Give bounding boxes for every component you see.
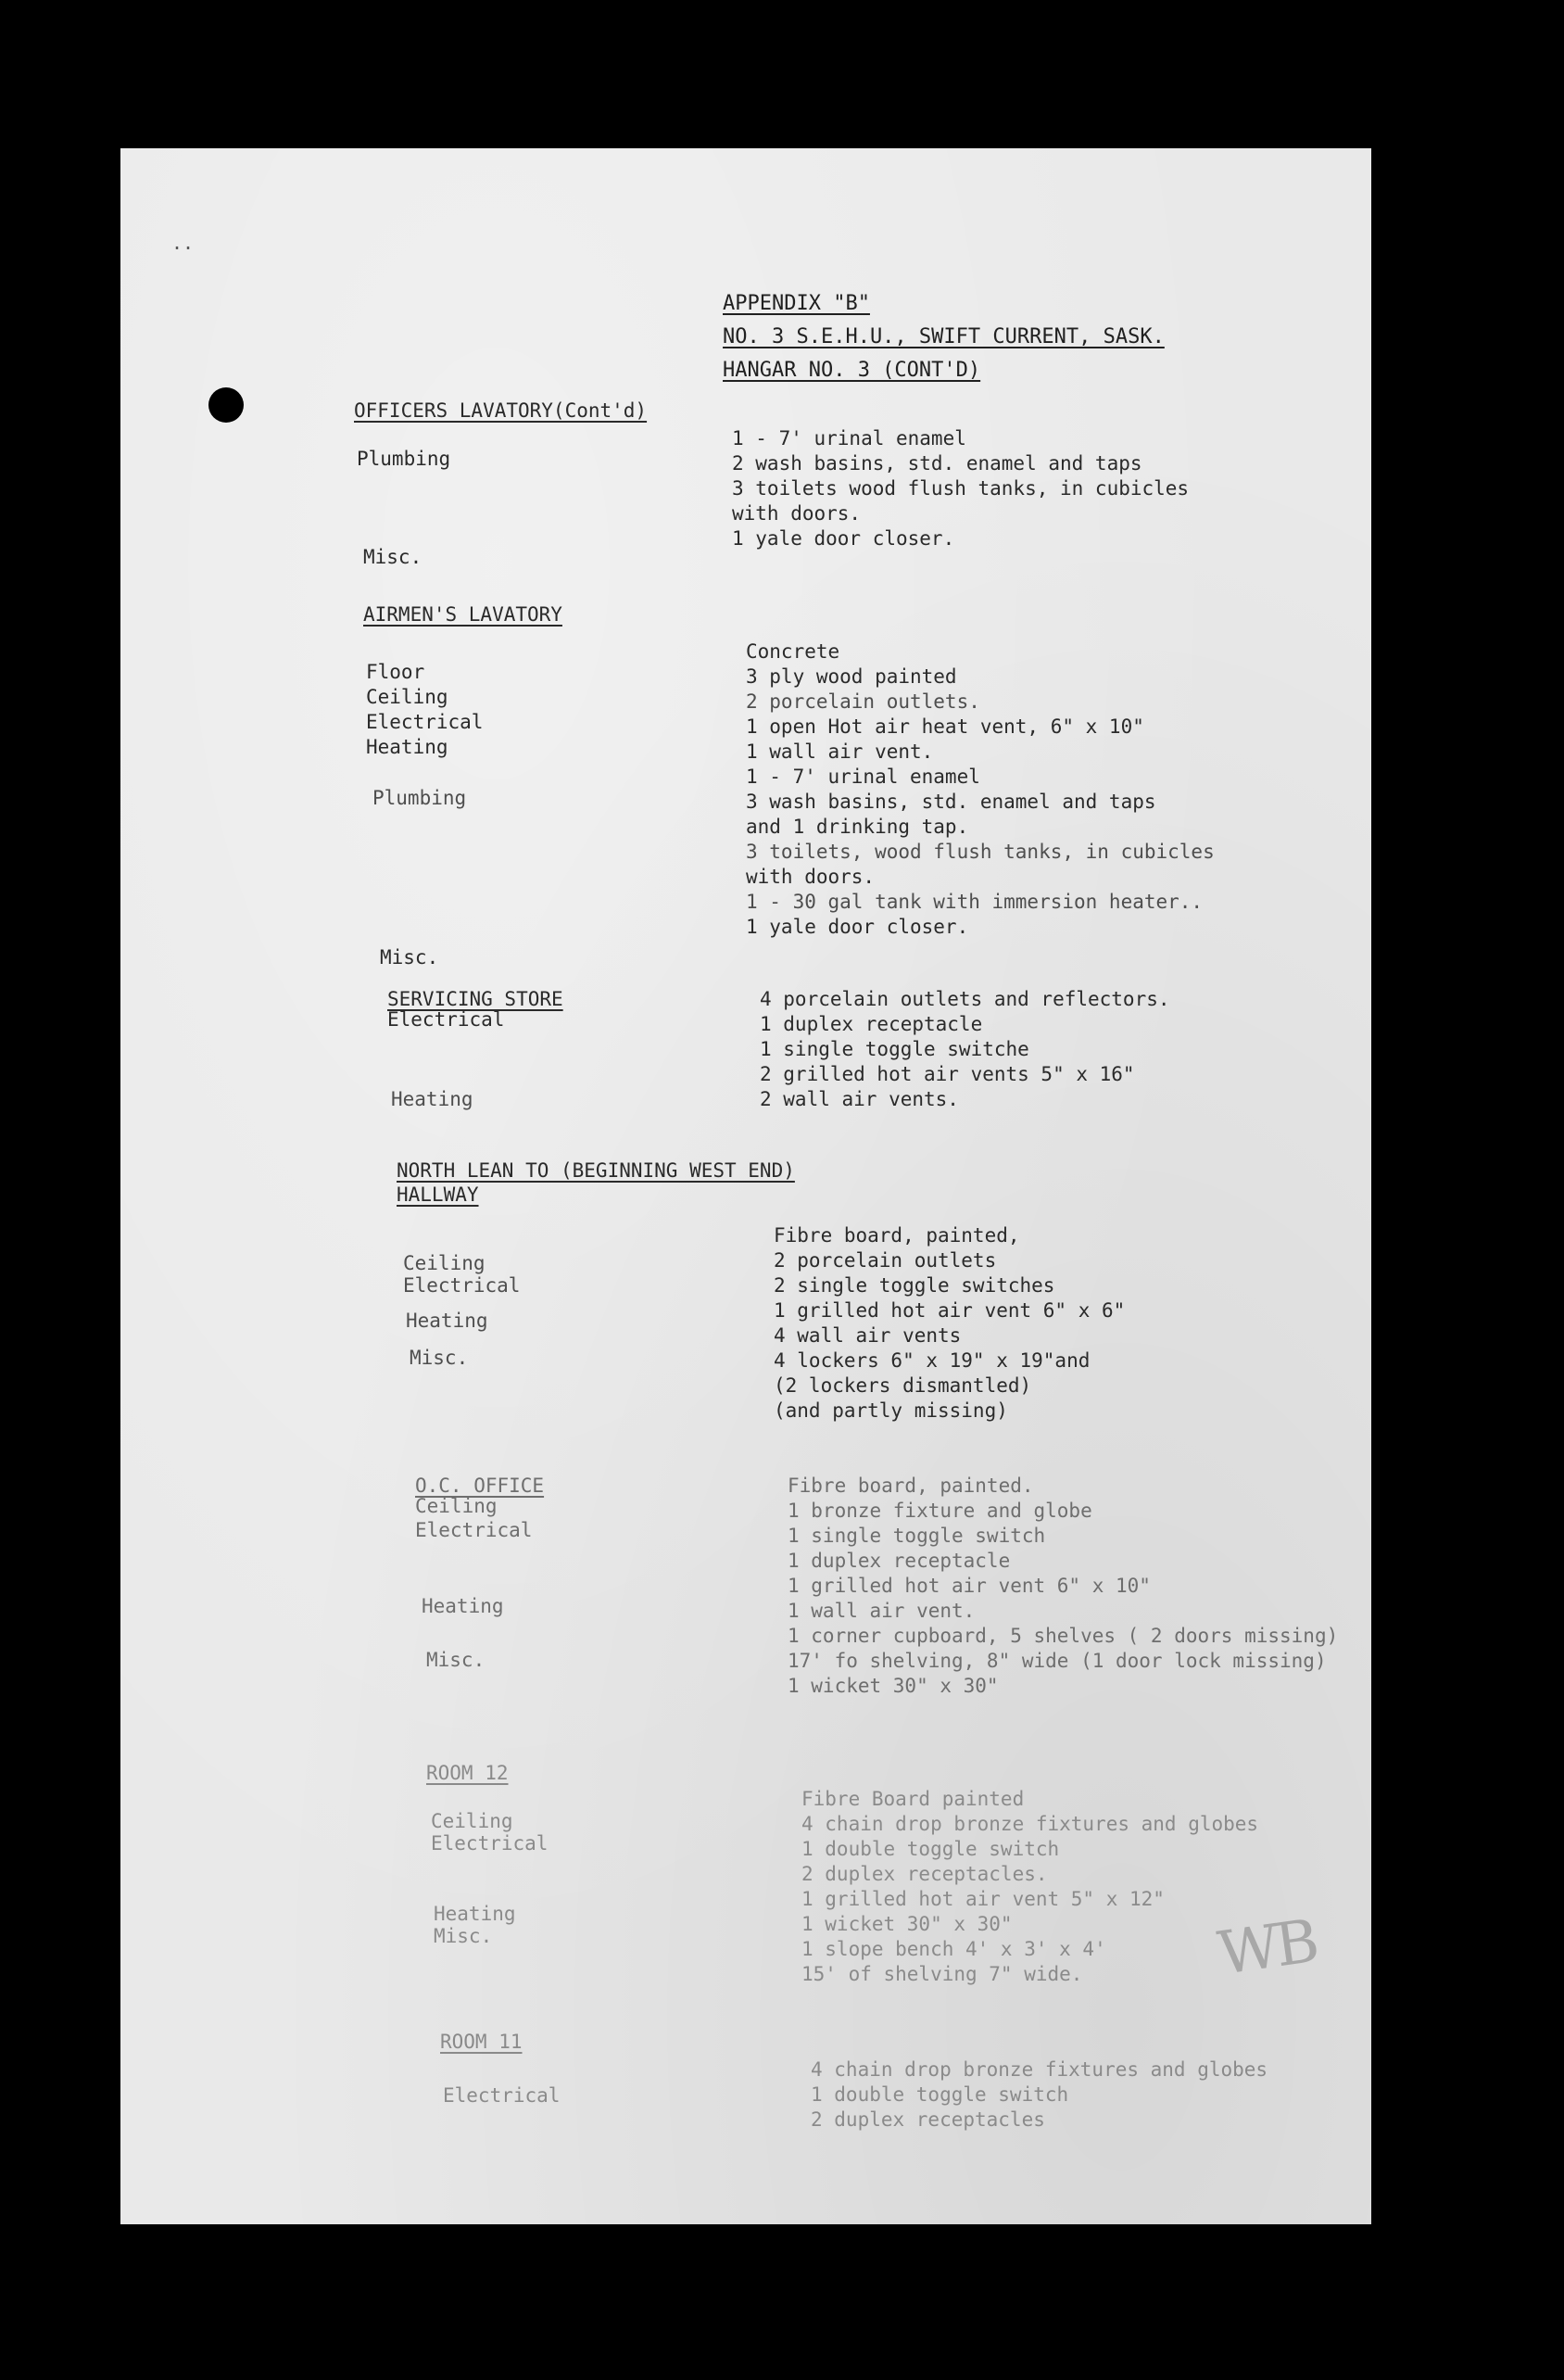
document-header (723, 287, 1165, 387)
label-ceiling: Ceiling (415, 1495, 498, 1517)
list-item: 2 single toggle switches (774, 1274, 1055, 1297)
label-electrical: Electrical (403, 1274, 521, 1297)
list-item: 4 lockers 6" x 19" x 19"and (774, 1349, 1091, 1372)
list-item: 4 chain drop bronze fixtures and globes (801, 1813, 1259, 1835)
item-list (746, 639, 1215, 940)
list-item: 17' fo shelving, 8" wide (1 door lock missing) (788, 1650, 1327, 1672)
list-item: Concrete (746, 640, 840, 663)
list-item: and 1 drinking tap. (746, 816, 969, 838)
list-item: 1 double toggle switch (811, 2083, 1069, 2106)
label-heating: Heating (391, 1088, 473, 1110)
section-title: SERVICING STORE (387, 988, 563, 1010)
list-item: 1 open Hot air heat vent, 6" x 10" (746, 715, 1144, 738)
label-misc: Misc. (380, 946, 439, 968)
label-misc: Misc. (434, 1925, 493, 1947)
list-item: 3 wash basins, std. enamel and taps (746, 791, 1156, 813)
label-ceiling: Ceiling (431, 1810, 513, 1832)
label-electrical: Electrical (431, 1832, 549, 1855)
list-item: 1 - 7' urinal enamel (732, 427, 966, 449)
list-item: 1 wicket 30" x 30" (788, 1675, 999, 1697)
list-item: 2 duplex receptacles. (801, 1863, 1048, 1885)
list-item: 1 slope bench 4' x 3' x 4' (801, 1938, 1106, 1960)
label-ceiling: Ceiling (403, 1252, 486, 1274)
section-title: O.C. OFFICE (415, 1475, 545, 1497)
label-misc: Misc. (410, 1347, 469, 1369)
list-item: 2 wall air vents. (760, 1088, 959, 1110)
punch-hole (208, 387, 244, 423)
label-misc: Misc. (426, 1649, 486, 1671)
list-item: (and partly missing) (774, 1399, 1008, 1422)
list-item: with doors. (732, 502, 862, 525)
list-item: 1 corner cupboard, 5 shelves ( 2 doors missing) (788, 1625, 1339, 1647)
item-list (801, 1787, 1258, 1987)
document-page (120, 148, 1371, 2224)
list-item: 2 wash basins, std. enamel and taps (732, 452, 1142, 475)
list-item: 3 toilets, wood flush tanks, in cubicles (746, 841, 1215, 863)
label-heating: Heating (366, 736, 448, 758)
label-plumbing: Plumbing (372, 787, 467, 809)
list-item: 1 grilled hot air vent 5" x 12" (801, 1888, 1165, 1910)
item-list (811, 2057, 1268, 2133)
margin-mark: .. (171, 232, 195, 254)
section-subtitle: HALLWAY (397, 1184, 479, 1206)
list-item: Fibre board, painted, (774, 1224, 1020, 1247)
label-electrical: Electrical (415, 1519, 533, 1541)
list-item: 1 single toggle switch (788, 1525, 1046, 1547)
list-item: 3 ply wood painted (746, 665, 957, 688)
item-list (774, 1223, 1125, 1424)
list-item: 2 porcelain outlets. (746, 690, 980, 713)
item-list (760, 987, 1170, 1112)
list-item: 1 yale door closer. (746, 916, 969, 938)
label-ceiling: Ceiling (366, 686, 448, 708)
section-title: ROOM 11 (440, 2031, 523, 2053)
label-heating: Heating (406, 1310, 488, 1332)
label-electrical: Electrical (387, 1008, 505, 1031)
hangar-title: HANGAR NO. 3 (CONT'D) (723, 359, 981, 382)
list-item: with doors. (746, 866, 876, 888)
list-item: 1 wall air vent. (746, 741, 934, 763)
section-title: OFFICERS LAVATORY(Cont'd) (354, 399, 648, 422)
unit-location: NO. 3 S.E.H.U., SWIFT CURRENT, SASK. (723, 325, 1165, 348)
list-item: 1 double toggle switch (801, 1838, 1060, 1860)
list-item: 1 wall air vent. (788, 1600, 976, 1622)
list-item: Fibre board, painted. (788, 1475, 1034, 1497)
list-item: 4 chain drop bronze fixtures and globes (811, 2058, 1268, 2081)
list-item: 1 bronze fixture and globe (788, 1500, 1092, 1522)
list-item: 4 wall air vents (774, 1324, 962, 1347)
list-item: 15' of shelving 7" wide. (801, 1963, 1083, 1985)
item-list (732, 426, 1189, 551)
list-item: 1 grilled hot air vent 6" x 10" (788, 1575, 1151, 1597)
label-electrical: Electrical (443, 2084, 561, 2107)
section-title: ROOM 12 (426, 1762, 509, 1784)
list-item: 1 yale door closer. (732, 527, 955, 550)
list-item: 4 porcelain outlets and reflectors. (760, 988, 1170, 1010)
label-heating: Heating (422, 1595, 504, 1617)
list-item: 1 - 30 gal tank with immersion heater.. (746, 891, 1204, 913)
label-floor: Floor (366, 661, 425, 683)
item-list (788, 1474, 1338, 1699)
list-item: (2 lockers dismantled) (774, 1374, 1032, 1397)
section-title: NORTH LEAN TO (BEGINNING WEST END) (397, 1159, 795, 1182)
section-title: AIRMEN'S LAVATORY (363, 603, 562, 626)
list-item: Fibre Board painted (801, 1788, 1025, 1810)
list-item: 1 single toggle switche (760, 1038, 1029, 1060)
list-item: 2 grilled hot air vents 5" x 16" (760, 1063, 1135, 1085)
label-plumbing: Plumbing (357, 448, 451, 470)
label-electrical: Electrical (366, 711, 484, 733)
list-item: 1 duplex receptacle (788, 1550, 1011, 1572)
label-heating: Heating (434, 1903, 516, 1925)
list-item: 1 grilled hot air vent 6" x 6" (774, 1299, 1126, 1322)
handwritten-initials: WB (1214, 1907, 1320, 1989)
list-item: 2 porcelain outlets (774, 1249, 997, 1272)
list-item: 2 duplex receptacles (811, 2108, 1045, 2131)
list-item: 1 wicket 30" x 30" (801, 1913, 1013, 1935)
list-item: 1 duplex receptacle (760, 1013, 983, 1035)
list-item: 3 toilets wood flush tanks, in cubicles (732, 477, 1190, 500)
label-misc: Misc. (363, 546, 423, 568)
appendix-title: APPENDIX "B" (723, 292, 870, 315)
list-item: 1 - 7' urinal enamel (746, 766, 980, 788)
